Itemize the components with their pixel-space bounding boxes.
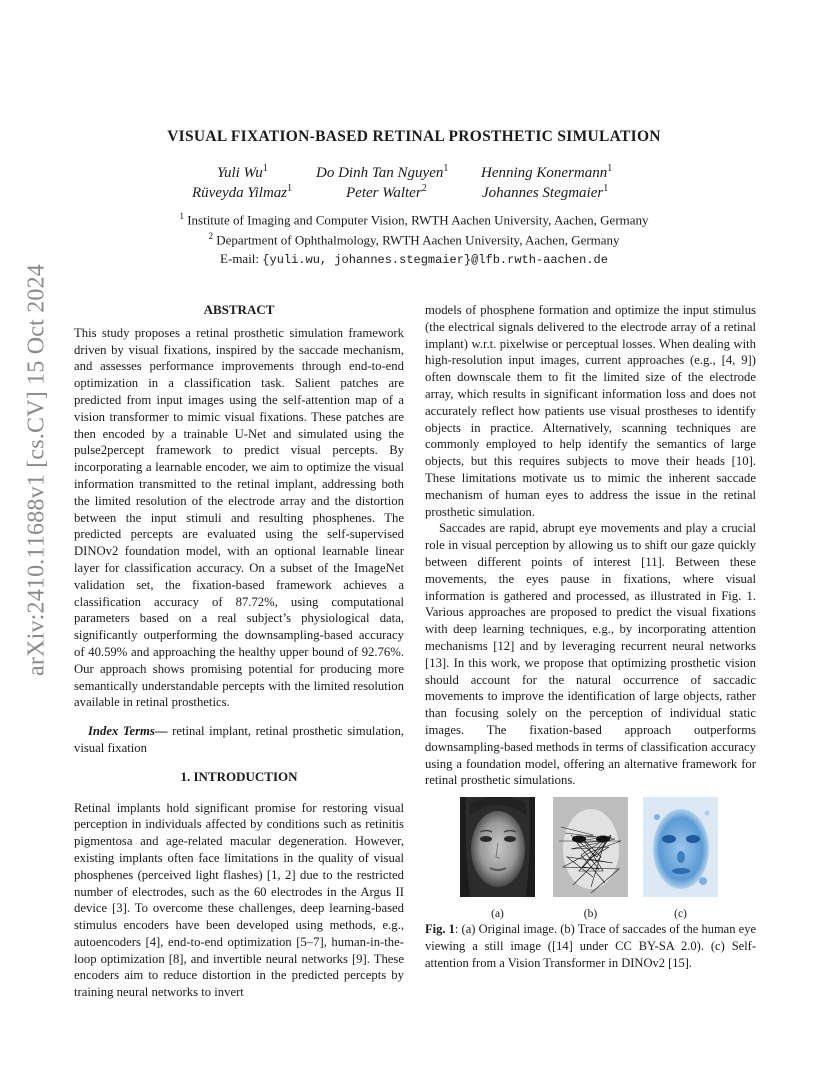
- figure-self-attention: [643, 797, 718, 897]
- affil-text: Department of Ophthalmology, RWTH Aachen University, Aachen, Germany: [216, 232, 620, 248]
- author-name: Do Dinh Tan Nguyen: [316, 165, 444, 181]
- paper-title: VISUAL FIXATION-BASED RETINAL PROSTHETIC SIMULATION: [167, 128, 661, 145]
- sublabel-a: (a): [491, 908, 504, 920]
- index-terms-text: retinal implant, retinal prosthetic simulation, visual fixation: [74, 724, 404, 755]
- author-affil-mark: 1: [607, 163, 613, 174]
- figure-saccade-trace: [553, 797, 628, 897]
- right-paragraph-1: models of phosphene formation and optimize the input stimulus (the electrical signals delivered to the electrode array of a retinal implant) w.r.t. pixelwise or perceptual losses. When dealing with high-resolution input images, current approaches (e.g., [4, 9]) often downscale them to fit the limited size of the electrode array, which results in significant information loss and does not accurately reflect how patients use visual prostheses to identify objects in practice. Alternatively, scanning techniques are commonly employed to help identify the semantics of large objects, but this requires subjects to move their heads [10]. These limitations motivate us to mimic the inherent saccade mechanism of human eyes to address the issue in the retinal prosthetic simulation.: [425, 303, 756, 519]
- intro-paragraph: Retinal implants hold significant promise for restoring visual perception in individuals affected by conditions such as retinitis pigmentosa and age-related macular degeneration. However, existing implants often face limitations in the quality of visual phosphenes (perceived light flashes) [1, 2] due to the restricted number of electrodes, such as the 60 electrodes in the Argus II device [3]. To overcome these challenges, deep learning-based stimulus encoders have been developed using methods, e.g., autoencoders [4], end-to-end optimization [5–7], human-in-the-loop optimization [8], and invertible neural networks [9]. These encoders aim to reduce distortion in the predicted percepts by training neural networks to invert: [74, 800, 404, 1000]
- author-affil-mark: 1: [443, 163, 449, 174]
- sublabel-b: (b): [583, 908, 598, 920]
- author-affil-mark: 2: [421, 183, 427, 194]
- author-name: Yuli Wu: [217, 165, 263, 181]
- email-label: E-mail:: [220, 251, 260, 266]
- author-5: [346, 183, 427, 202]
- author-affil-mark: 1: [287, 183, 293, 194]
- email-line: [0, 251, 828, 267]
- affil-mark: 1: [179, 211, 184, 221]
- email-address[interactable]: {yuli.wu, johannes.stegmaier}@lfb.rwth-aachen.de: [262, 253, 608, 267]
- right-paragraph-2: Saccades are rapid, abrupt eye movements and play a crucial role in visual perception by allowing us to shift our gaze quickly between different points of interest [11]. Between these movements, the eyes pause in fixations, where visual information is gathered and processed, as illustrated in Fig. 1. Various approaches are proposed to predict the visual fixations with deep learning techniques, e.g., by incorporating attention mechanisms [12] and by leveraging recurrent neural networks [13]. In this work, we propose that optimizing prosthetic vision should account for the natural occurrence of saccadic movements to improve the identification of large objects, rather than focusing solely on the perception of individual static images. The fixation-based approach outperforms downsampling-based methods in terms of classification accuracy using a foundation model, offering an alternative framework for retinal prosthetic simulations.: [425, 521, 756, 788]
- author-4: [192, 183, 292, 202]
- author-name: Henning Konermann: [481, 165, 608, 181]
- affiliation-2: [0, 231, 828, 248]
- sublabel-c: (c): [674, 908, 687, 920]
- figure-1: [425, 797, 756, 971]
- affil-mark: 2: [208, 231, 213, 241]
- figure-images: [425, 797, 756, 920]
- affil-text: Institute of Imaging and Computer Vision, RWTH Aachen University, Aachen, Germany: [187, 212, 649, 228]
- author-2: [316, 163, 448, 182]
- caption-label: Fig. 1: [425, 922, 455, 936]
- author-name: Rüveyda Yilmaz: [192, 185, 288, 201]
- index-terms-label: Index Terms—: [88, 724, 168, 739]
- caption-text: : (a) Original image. (b) Trace of saccades of the human eye viewing a still image ([14] under CC BY-SA 2.0). (c) Self-attention from a Vision Transformer in DINOv2 [15].: [425, 922, 756, 970]
- abstract-heading: ABSTRACT: [203, 302, 275, 317]
- left-column: [74, 302, 404, 1001]
- intro-heading: 1. INTRODUCTION: [180, 768, 298, 784]
- affiliation-1: [0, 211, 828, 228]
- index-terms: [74, 723, 404, 757]
- author-3: [481, 163, 612, 182]
- author-6: [482, 183, 608, 202]
- author-name: Johannes Stegmaier: [482, 185, 604, 201]
- figure-original-image: [460, 797, 535, 897]
- author-name: Peter Walter: [346, 185, 422, 201]
- arxiv-id: arXiv:2410.11688v1 [cs.CV] 15 Oct 2024: [23, 264, 50, 676]
- figure-caption: [425, 921, 756, 971]
- author-affil-mark: 1: [262, 163, 268, 174]
- abstract-text: This study proposes a retinal prosthetic simulation framework driven by visual fixations, inspired by the saccade mechanism, and assesses performance improvements through end-to-end optimization in a classification task. Salient patches are predicted from input images using the self-attention map of a vision transformer to mimic visual fixations. These patches are then encoded by a trainable U-Net and simulated using the pulse2percept framework to predict visual percepts. By incorporating a learnable encoder, we aim to optimize the visual information transmitted to the retinal implant, addressing both the limited resolution of the electrode array and the distortion between the input stimuli and resulting phosphenes. The predicted percepts are evaluated using the self-supervised DINOv2 foundation model, with an optional learnable linear layer for classification accuracy. On a subset of the ImageNet validation set, the fixation-based framework achieves a classification accuracy of 87.72%, using computational parameters based on a real subject’s physiological data, significantly outperforming the downsampling-based accuracy of 40.59% and approaching the healthy upper bound of 92.76%. Our approach shows promising potential for producing more semantically understandable percepts with the limited resolution available in retinal prosthetics.: [74, 325, 404, 710]
- author-1: [217, 163, 268, 182]
- arxiv-watermark: [22, 264, 52, 676]
- author-affil-mark: 1: [603, 183, 609, 194]
- right-column: [425, 302, 756, 789]
